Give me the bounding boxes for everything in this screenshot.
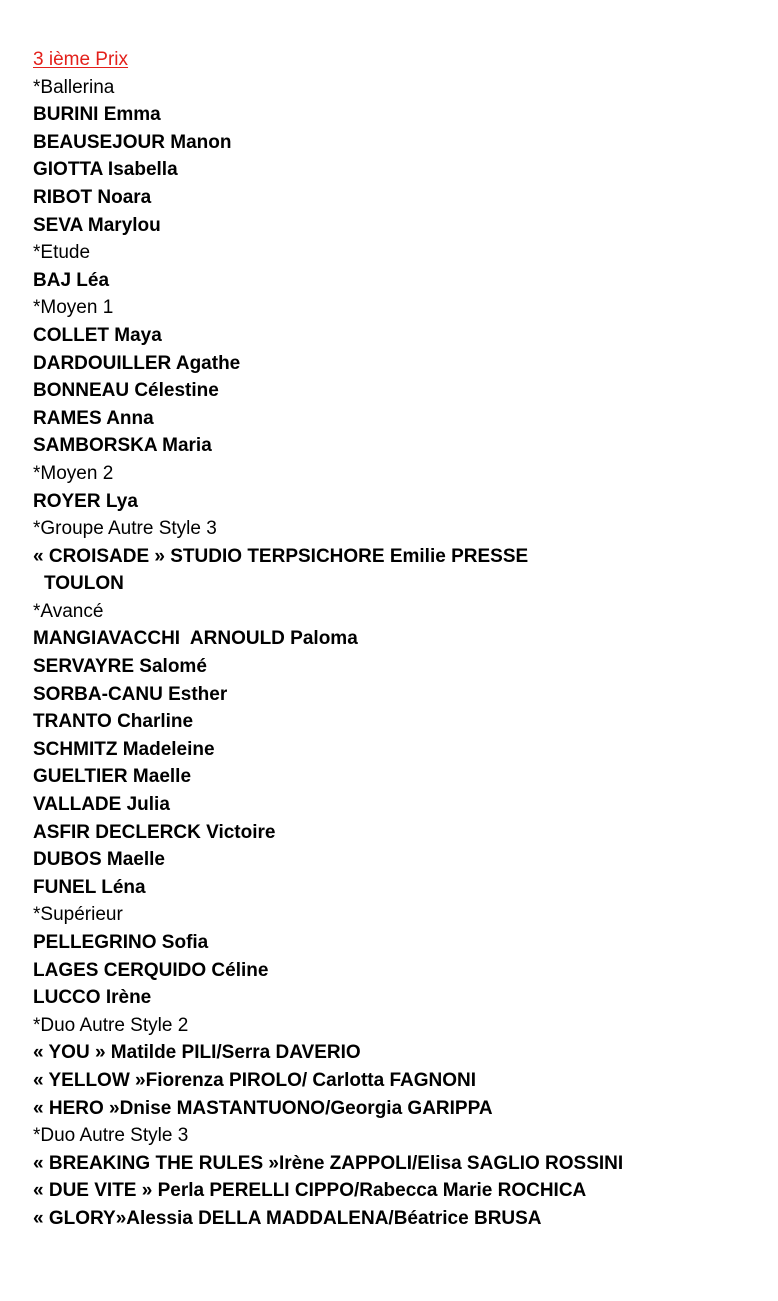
participant-entry: BURINI Emma	[33, 104, 161, 126]
participant-entry: « HERO »Dnise MASTANTUONO/Georgia GARIPPA	[33, 1097, 493, 1119]
participant-entry: GIOTTA Isabella	[33, 159, 178, 181]
category-heading: *Ballerina	[33, 76, 115, 98]
participant-entry: TRANTO Charline	[33, 711, 194, 733]
participant-entry: SCHMITZ Madeleine	[33, 738, 215, 760]
category-heading: *Avancé	[33, 600, 104, 622]
participant-entry: DUBOS Maelle	[33, 849, 165, 871]
entry-continuation: TOULON	[44, 573, 124, 595]
participant-entry: « CROISADE » STUDIO TERPSICHORE Emilie PRESSE	[33, 545, 529, 567]
participant-entry: SAMBORSKA Maria	[33, 435, 212, 457]
participant-entry: BONNEAU Célestine	[33, 380, 219, 402]
participant-entry: MANGIAVACCHI ARNOULD Paloma	[33, 628, 358, 650]
category-heading: *Etude	[33, 242, 91, 264]
participant-entry: RIBOT Noara	[33, 186, 152, 208]
participant-entry: « BREAKING THE RULES »Irène ZAPPOLI/Elisa SAGLIO ROSSINI	[33, 1152, 624, 1174]
participant-entry: BAJ Léa	[33, 269, 110, 291]
participant-entry: ASFIR DECLERCK Victoire	[33, 821, 276, 843]
participant-entry: GUELTIER Maelle	[33, 766, 192, 788]
results-list	[33, 74, 753, 1233]
category-heading: *Supérieur	[33, 904, 123, 926]
participant-entry: « DUE VITE » Perla PERELLI CIPPO/Rabecca Marie ROCHICA	[33, 1180, 587, 1202]
participant-entry: LAGES CERQUIDO Céline	[33, 959, 269, 981]
participant-entry: DARDOUILLER Agathe	[33, 352, 241, 374]
participant-entry: « GLORY»Alessia DELLA MADDALENA/Béatrice BRUSA	[33, 1207, 542, 1229]
participant-entry: LUCCO Irène	[33, 987, 152, 1009]
category-heading: *Duo Autre Style 2	[33, 1014, 189, 1036]
participant-entry: SEVA Marylou	[33, 214, 161, 236]
participant-entry: SERVAYRE Salomé	[33, 656, 207, 678]
category-heading: *Duo Autre Style 3	[33, 1125, 189, 1147]
participant-entry: RAMES Anna	[33, 407, 154, 429]
participant-entry: COLLET Maya	[33, 324, 162, 346]
category-heading: *Groupe Autre Style 3	[33, 518, 217, 540]
participant-entry: VALLADE Julia	[33, 794, 170, 816]
participant-entry: « YELLOW »Fiorenza PIROLO/ Carlotta FAGNONI	[33, 1069, 477, 1091]
participant-entry: ROYER Lya	[33, 490, 138, 512]
participant-entry: SORBA-CANU Esther	[33, 683, 228, 705]
prize-list-document	[33, 46, 753, 1233]
participant-entry: PELLEGRINO Sofia	[33, 932, 209, 953]
participant-entry: BEAUSEJOUR Manon	[33, 131, 232, 153]
page-title: 3 ième Prix	[33, 49, 129, 70]
participant-entry: FUNEL Léna	[33, 876, 146, 898]
category-heading: *Moyen 1	[33, 297, 114, 319]
category-heading: *Moyen 2	[33, 462, 114, 484]
participant-entry: « YOU » Matilde PILI/Serra DAVERIO	[33, 1042, 361, 1064]
